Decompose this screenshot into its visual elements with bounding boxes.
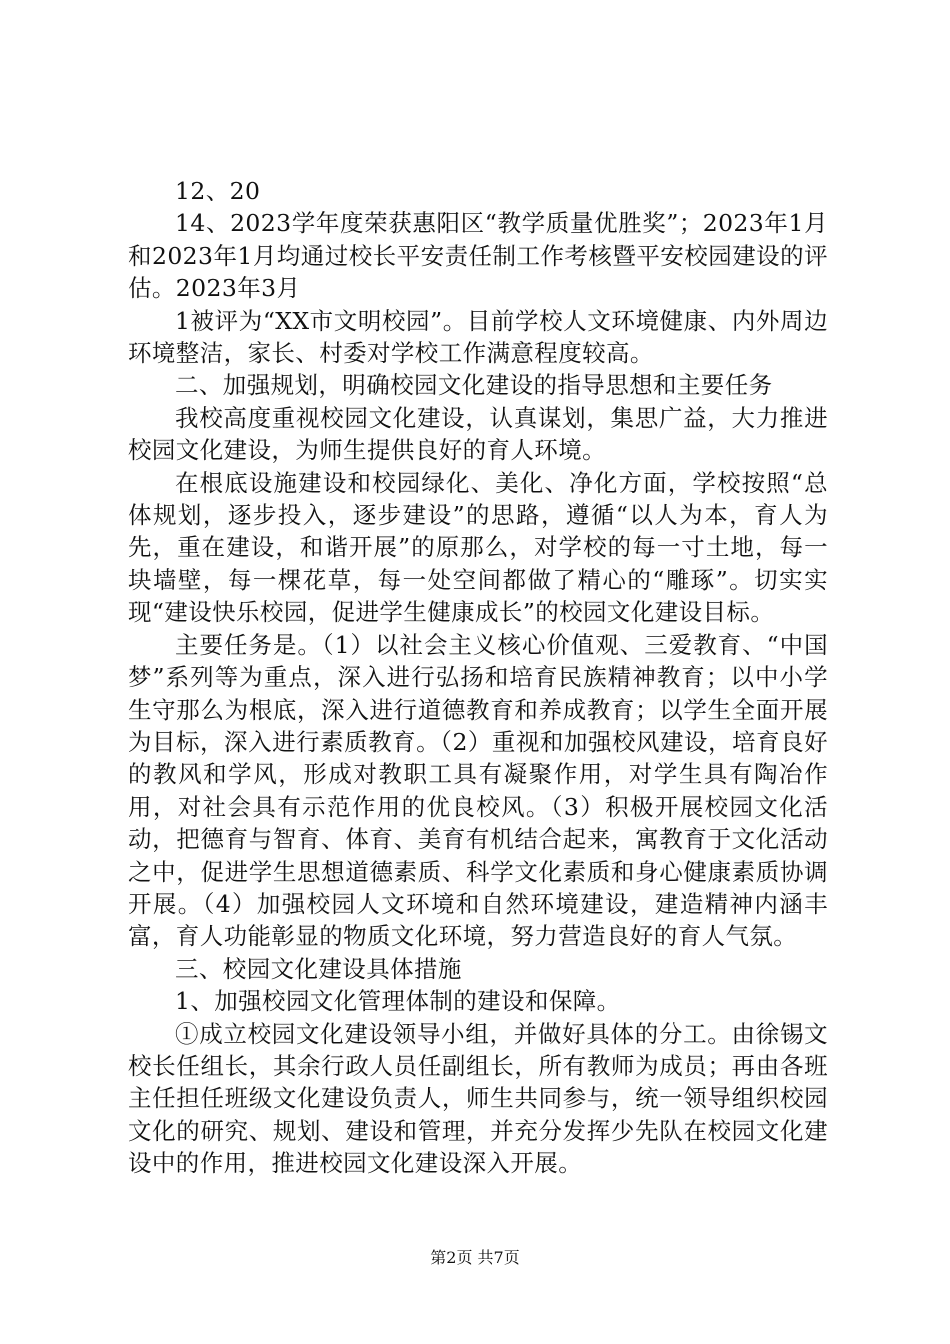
section-heading: 二、加强规划，明确校园文化建设的指导思想和主要任务 bbox=[175, 371, 773, 400]
page-number: 第2页 共7页 bbox=[430, 1248, 520, 1267]
document-body bbox=[128, 175, 828, 1180]
paragraph: 14、2023学年度荣获惠阳区“教学质量优胜奖”；2023年1月和2023年1月均通过校长平安责任制工作考核暨平安校园建设的评估。2023年3月 bbox=[128, 209, 828, 303]
paragraph: 主要任务是。（1）以社会主义核心价值观、三爱教育、“中国梦”系列等为重点，深入进行弘扬和培育民族精神教育；以中小学生守那么为根底，深入进行道德教育和养成教育；以学生全面开展为目标，深入进行素质教育。（2）重视和加强校风建设，培育良好的教风和学风，形成对教职工具有凝聚作用，对学生具有陶冶作用，对社会具有示范作用的优良校风。（3）积极开展校园文化活动，把德育与智育、体育、美育有机结合起来，寓教育于文化活动之中，促进学生思想道德素质、科学文化素质和身心健康素质协调开展。（4）加强校园人文环境和自然环境建设，建造精神内涵丰富，育人功能彰显的物质文化环境，努力营造良好的育人气氛。 bbox=[128, 630, 828, 951]
paragraph: 在根底设施建设和校园绿化、美化、净化方面，学校按照“总体规划，逐步投入，逐步建设”的思路，遵循“以人为本，育人为先，重在建设，和谐开展”的原那么，对学校的每一寸土地，每一块墙壁，每一棵花草，每一处空间都做了精心的“雕琢”。切实实现“建设快乐校园，促进学生健康成长”的校园文化建设目标。 bbox=[128, 468, 828, 627]
subsection-heading: 1、加强校园文化管理体制的建设和保障。 bbox=[175, 987, 621, 1016]
page-footer bbox=[0, 1245, 950, 1268]
section-heading: 三、校园文化建设具体措施 bbox=[175, 954, 462, 983]
paragraph: 我校高度重视校园文化建设，认真谋划，集思广益，大力推进校园文化建设，为师生提供良好的育人环境。 bbox=[128, 403, 828, 465]
paragraph: ①成立校园文化建设领导小组，并做好具体的分工。由徐锡文校长任组长，其余行政人员任副组长，所有教师为成员；再由各班主任担任班级文化建设负责人，师生共同参与，统一领导组织校园文化的研究、规划、建设和管理，并充分发挥少先队在校园文化建设中的作用，推进校园文化建设深入开展。 bbox=[128, 1019, 828, 1178]
paragraph: 12、20 bbox=[175, 177, 261, 205]
paragraph: 1被评为“XX市文明校园”。目前学校人文环境健康、内外周边环境整洁，家长、村委对学校工作满意程度较高。 bbox=[128, 306, 828, 368]
